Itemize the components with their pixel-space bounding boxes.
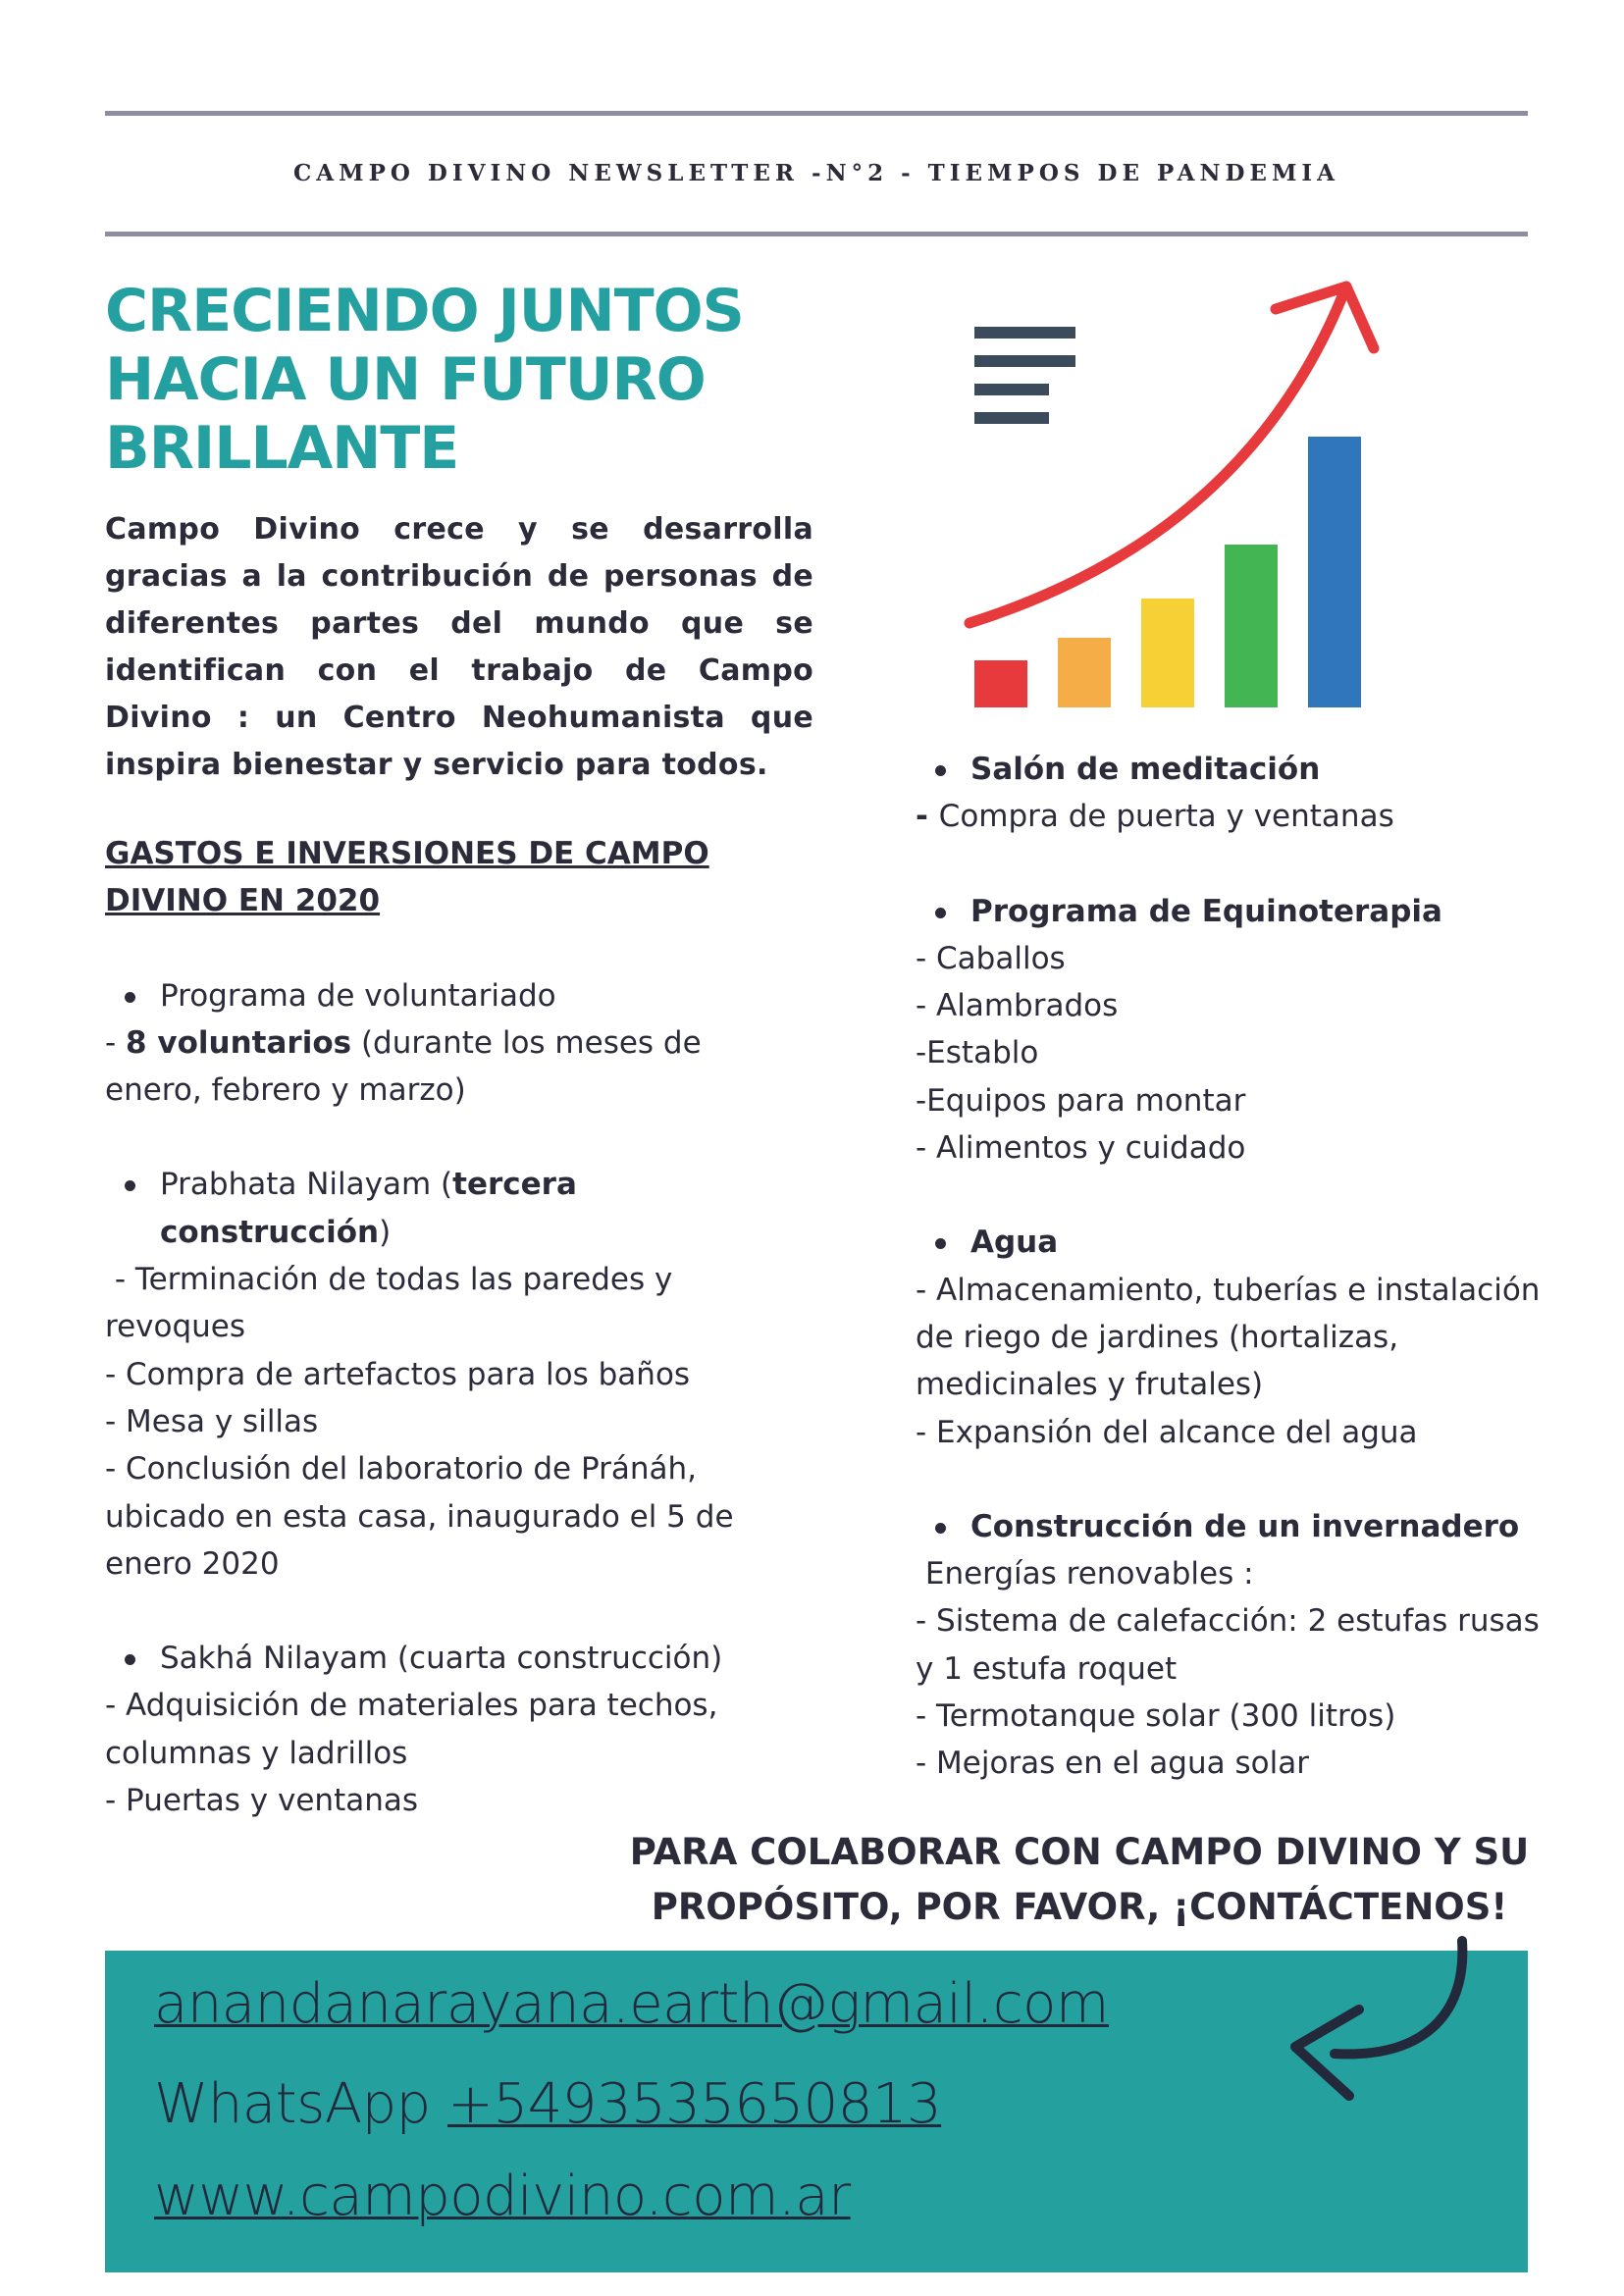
sakha-title: Sakhá Nilayam (cuarta construcción) bbox=[160, 1641, 723, 1677]
equinoterapia-title: Programa de Equinoterapia bbox=[970, 893, 1442, 929]
bar-blue bbox=[1308, 437, 1361, 707]
equinoterapia-item: - Caballos bbox=[916, 940, 1066, 976]
call-to-action bbox=[589, 1825, 1570, 1935]
agua-item: - Almacenamiento, tuberías e instalación de riego de jardines (hortalizas, medicinales y frutales) bbox=[916, 1272, 1541, 1403]
voluntariado-detail: - 8 voluntarios (durante los meses de enero, febrero y marzo) bbox=[105, 1024, 702, 1109]
right-column bbox=[916, 746, 1544, 1788]
bullet-dot bbox=[105, 1161, 160, 1256]
bar-yellow bbox=[1141, 599, 1194, 707]
invernadero-item: - Sistema de calefacción: 2 estufas rusas y 1 estufa roquet bbox=[916, 1603, 1540, 1687]
newsletter-header: CAMPO DIVINO NEWSLETTER -N°2 - TIEMPOS DE PANDEMIA bbox=[292, 160, 1340, 186]
bullet-dot bbox=[916, 1503, 970, 1550]
cta-line-1: PARA COLABORAR CON CAMPO DIVINO Y SU bbox=[629, 1831, 1530, 1873]
whatsapp-number-link[interactable]: +5493535650813 bbox=[447, 2072, 942, 2136]
top-rule bbox=[105, 111, 1528, 116]
sakha-item: - Puertas y ventanas bbox=[105, 1783, 419, 1819]
agua-title: Agua bbox=[970, 1225, 1059, 1261]
prabhata-item: - Terminación de todas las paredes y revoques bbox=[105, 1262, 683, 1345]
invernadero-item: - Mejoras en el agua solar bbox=[916, 1746, 1309, 1782]
bullet-agua bbox=[916, 1219, 1544, 1266]
prabhata-item: - Compra de artefactos para los baños bbox=[105, 1356, 691, 1392]
equinoterapia-item: -Equipos para montar bbox=[916, 1082, 1246, 1119]
bullet-dot bbox=[916, 746, 970, 793]
title-line-2: HACIA UN FUTURO bbox=[105, 345, 706, 414]
page-title bbox=[105, 277, 851, 483]
bullet-equinoterapia bbox=[916, 888, 1544, 935]
left-column bbox=[105, 830, 782, 1824]
expenses-heading: GASTOS E INVERSIONES DE CAMPO DIVINO EN 2020 bbox=[105, 836, 709, 919]
menu-lines-icon bbox=[974, 327, 1075, 424]
voluntariado-title: Programa de voluntariado bbox=[160, 977, 556, 1014]
invernadero-item: - Termotanque solar (300 litros) bbox=[916, 1698, 1396, 1735]
website-link[interactable]: www.campodivino.com.ar bbox=[154, 2165, 851, 2228]
bullet-invernadero bbox=[916, 1503, 1544, 1550]
bar-red bbox=[974, 660, 1027, 707]
prabhata-item: - Mesa y sillas bbox=[105, 1403, 319, 1439]
title-line-1: CRECIENDO JUNTOS bbox=[105, 277, 744, 345]
equinoterapia-item: - Alambrados bbox=[916, 988, 1119, 1024]
invernadero-title: Construcción de un invernadero bbox=[970, 1508, 1520, 1544]
prabhata-title: Prabhata Nilayam (tercera construcción) bbox=[160, 1167, 577, 1250]
bullet-salon bbox=[916, 746, 1544, 793]
email-link[interactable]: anandanarayana.earth@gmail.com bbox=[154, 1972, 1109, 2036]
bullet-dot bbox=[916, 1219, 970, 1266]
chart-bars bbox=[974, 437, 1361, 707]
sakha-item: - Adquisición de materiales para techos, columnas y ladrillos bbox=[105, 1688, 718, 1771]
bar-orange bbox=[1058, 638, 1111, 707]
title-line-3: BRILLANTE bbox=[105, 414, 459, 483]
growth-bar-chart-icon bbox=[942, 265, 1393, 716]
bullet-dot bbox=[916, 888, 970, 935]
equinoterapia-item: -Establo bbox=[916, 1035, 1039, 1071]
bullet-voluntariado bbox=[105, 972, 782, 1019]
header-bottom-rule bbox=[105, 232, 1528, 236]
bullet-dot bbox=[105, 1635, 160, 1682]
bullet-prabhata bbox=[105, 1161, 782, 1256]
agua-item: - Expansión del alcance del agua bbox=[916, 1414, 1418, 1450]
bullet-sakha bbox=[105, 1635, 782, 1682]
whatsapp-line bbox=[154, 2072, 941, 2136]
salon-title: Salón de meditación bbox=[970, 752, 1321, 787]
curved-arrow-icon bbox=[1281, 1931, 1487, 2127]
prabhata-item: - Conclusión del laboratorio de Pránáh, ubicado en esta casa, inaugurado el 5 de enero 2020 bbox=[105, 1451, 734, 1582]
salon-item: - Compra de puerta y ventanas bbox=[916, 799, 1394, 835]
equinoterapia-item: - Alimentos y cuidado bbox=[916, 1130, 1246, 1167]
whatsapp-label: WhatsApp bbox=[154, 2072, 448, 2136]
bar-green bbox=[1225, 545, 1278, 707]
bullet-dot bbox=[105, 972, 160, 1019]
invernadero-item: Energías renovables : bbox=[916, 1556, 1254, 1592]
cta-line-2: PROPÓSITO, POR FAVOR, ¡CONTÁCTENOS! bbox=[651, 1886, 1508, 1928]
intro-paragraph: Campo Divino crece y se desarrolla gracias a la contribución de personas de diferentes partes del mundo que se identifican con el trabajo de Campo Divino : un Centro Neohumanista que inspira bienestar y servicio para todos. bbox=[105, 512, 813, 782]
